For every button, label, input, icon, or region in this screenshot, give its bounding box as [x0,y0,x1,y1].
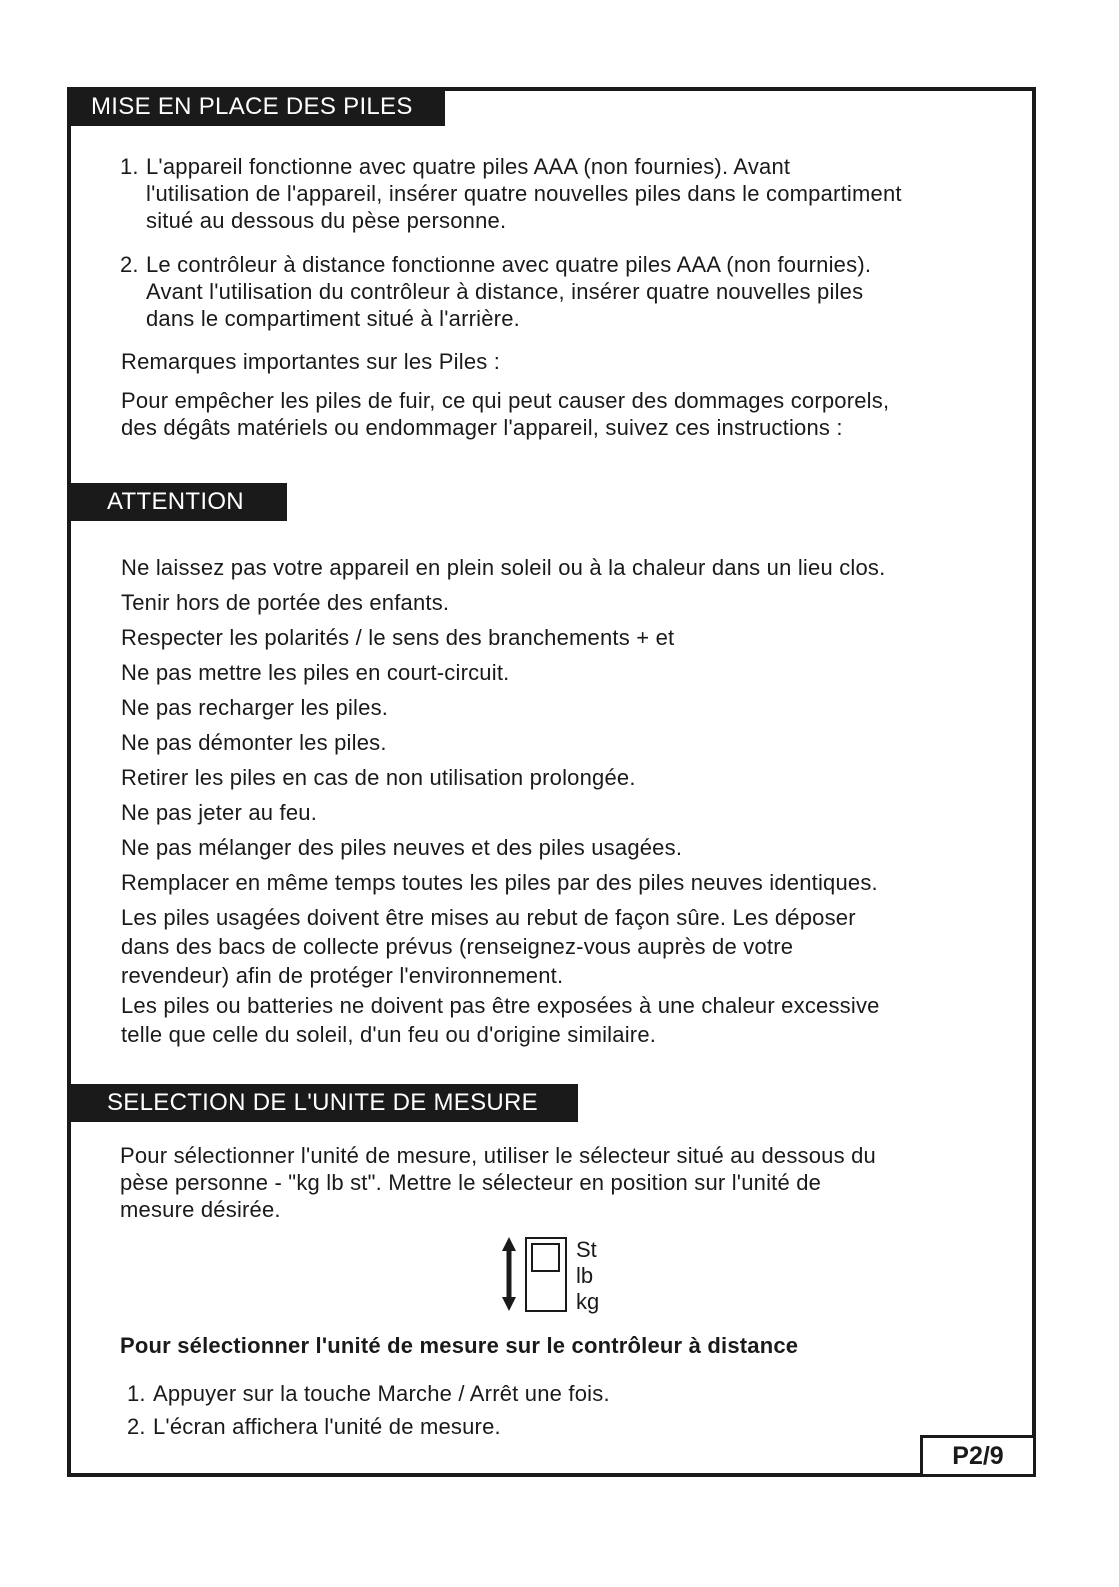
item-line: L'appareil fonctionne avec quatre piles AAA (non fournies). Avant [146,154,791,179]
attention-paragraph-line: dans des bacs de collecte prévus (renseignez-vous auprès de votre [121,934,794,959]
selector-diagram [500,1237,576,1317]
attention-paragraph-line: Les piles ou batteries ne doivent pas être exposées à une chaleur excessive [121,993,880,1018]
remarks-line: des dégâts matériels ou endommager l'appareil, suivez ces instructions : [121,415,843,440]
unite-intro-line: pèse personne - "kg lb st". Mettre le sélecteur en position sur l'unité de [120,1170,822,1195]
section-header-piles: MISE EN PLACE DES PILES [67,88,445,126]
remote-step-1 [127,1380,610,1407]
attention-paragraph-line: telle que celle du soleil, d'un feu ou d'origine similaire. [121,1022,657,1047]
attention-paragraph-line: Les piles usagées doivent être mises au rebut de façon sûre. Les déposer [121,905,856,930]
step-number: 2. [127,1414,146,1439]
attention-line: Retirer les piles en cas de non utilisation prolongée. [121,765,636,790]
item-number: 1. [120,154,139,179]
section-header-attention: ATTENTION [67,483,287,521]
step-text: Appuyer sur la touche Marche / Arrêt une fois. [153,1381,610,1406]
item-line: l'utilisation de l'appareil, insérer quatre nouvelles piles dans le compartiment [146,181,902,206]
item-number: 2. [120,252,139,277]
remote-step-2 [127,1413,501,1440]
piles-item-2 [120,251,871,332]
attention-line: Ne laissez pas votre appareil en plein soleil ou à la chaleur dans un lieu clos. [121,555,886,580]
section-header-unite: SELECTION DE L'UNITE DE MESURE [67,1084,578,1122]
remarks-line: Pour empêcher les piles de fuir, ce qui peut causer des dommages corporels, [121,388,890,413]
remarks-title: Remarques importantes sur les Piles : [121,349,501,374]
step-number: 1. [127,1381,146,1406]
item-line: Avant l'utilisation du contrôleur à distance, insérer quatre nouvelles piles [146,279,864,304]
attention-paragraph-line: revendeur) afin de protéger l'environnement. [121,963,564,988]
unite-intro-line: Pour sélectionner l'unité de mesure, utiliser le sélecteur situé au dessous du [120,1143,876,1168]
unite-intro-line: mesure désirée. [120,1197,281,1222]
arrow-up-icon [502,1237,516,1251]
step-text: L'écran affichera l'unité de mesure. [153,1414,501,1439]
attention-line: Tenir hors de portée des enfants. [121,590,450,615]
unit-selector-illustration [500,1237,620,1317]
page-number: P2/9 [920,1435,1036,1477]
arrow-shaft [507,1249,512,1303]
arrow-down-icon [502,1297,516,1311]
attention-line: Remplacer en même temps toutes les piles par des piles neuves identiques. [121,870,878,895]
attention-line: Ne pas mélanger des piles neuves et des piles usagées. [121,835,683,860]
attention-line: Ne pas démonter les piles. [121,730,387,755]
item-line: situé au dessous du pèse personne. [146,208,507,233]
switch-knob [532,1244,559,1271]
item-line: dans le compartiment situé à l'arrière. [146,306,520,331]
attention-line: Ne pas mettre les piles en court-circuit. [121,660,510,685]
selector-label-lb: lb [576,1263,594,1288]
remote-title: Pour sélectionner l'unité de mesure sur le contrôleur à distance [120,1333,799,1358]
attention-line: Ne pas recharger les piles. [121,695,389,720]
piles-item-1 [120,153,902,234]
attention-line: Ne pas jeter au feu. [121,800,318,825]
selector-label-kg: kg [576,1289,600,1314]
item-line: Le contrôleur à distance fonctionne avec quatre piles AAA (non fournies). [146,252,872,277]
selector-label-st: St [576,1237,597,1262]
attention-line: Respecter les polarités / le sens des branchements + et [121,625,675,650]
